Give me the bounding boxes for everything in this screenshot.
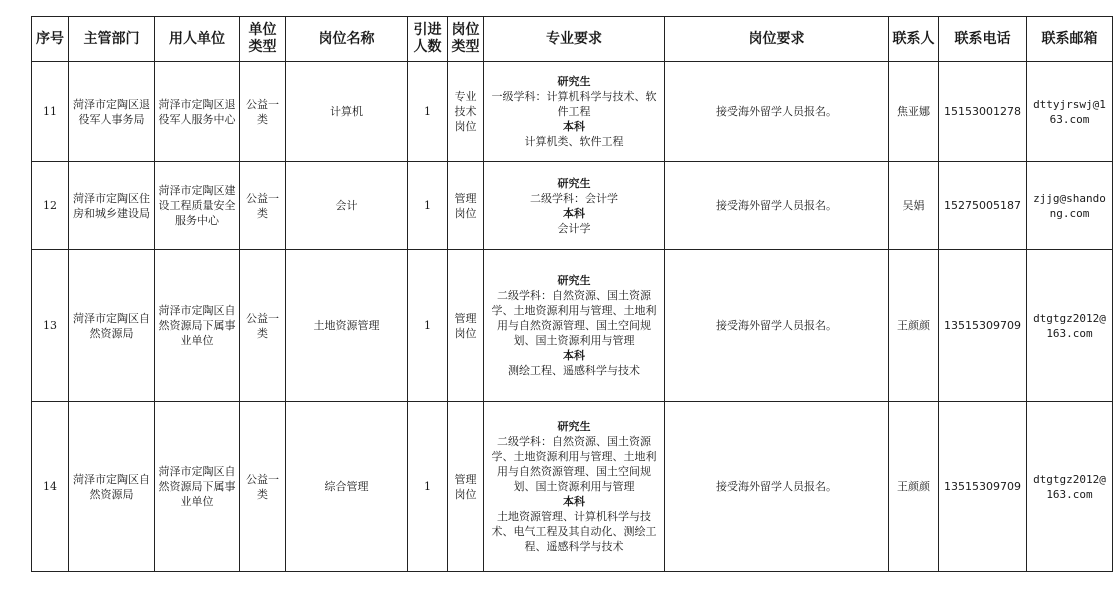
header-post-name: 岗位名称: [286, 17, 408, 62]
row-contact: 焦亚娜: [889, 62, 939, 162]
row-post-req: 接受海外留学人员报名。: [665, 62, 889, 162]
row-post-type: 专业技术岗位: [448, 62, 484, 162]
row-seq: 14: [32, 402, 69, 572]
row-email[interactable]: zjjg@shandong.com: [1027, 162, 1113, 250]
row-dept: 菏泽市定陶区退役军人事务局: [69, 62, 155, 162]
undergrad-majors: 会计学: [557, 221, 591, 235]
header-unit-type: 单位类型: [240, 17, 286, 62]
header-row: [32, 17, 1113, 62]
row-seq: 11: [32, 62, 69, 162]
graduate-majors: 一级学科：计算机科学与技术、软件工程: [491, 90, 657, 118]
undergrad-label: 本科: [563, 349, 585, 362]
row-dept: 菏泽市定陶区自然资源局: [69, 402, 155, 572]
row-unit: 菏泽市定陶区自然资源局下属事业单位: [155, 402, 240, 572]
graduate-majors: 二级学科：会计学: [530, 191, 618, 205]
row-unit-type: 公益一类: [240, 162, 286, 250]
row-email[interactable]: dtgtgz2012@163.com: [1027, 250, 1113, 402]
table-row: [32, 402, 1113, 572]
row-email[interactable]: dttyjrswj@163.com: [1027, 62, 1113, 162]
graduate-majors: 二级学科：自然资源、国土资源学、土地资源利用与管理、土地利用与自然资源管理、国土空间规划、国土资源利用与管理: [491, 435, 657, 493]
header-email: 联系邮箱: [1027, 17, 1113, 62]
header-contact: 联系人: [889, 17, 939, 62]
row-contact: 王颜颜: [889, 402, 939, 572]
table-row: [32, 250, 1113, 402]
graduate-label: 研究生: [557, 274, 591, 287]
row-phone: 15153001278: [939, 62, 1027, 162]
row-phone: 15275005187: [939, 162, 1027, 250]
row-count: 1: [408, 162, 448, 250]
row-contact: 吴娟: [889, 162, 939, 250]
header-major-req: 专业要求: [484, 17, 665, 62]
row-contact: 王颜颜: [889, 250, 939, 402]
row-unit-type: 公益一类: [240, 250, 286, 402]
undergrad-majors: 计算机类、软件工程: [524, 135, 624, 148]
header-seq: 序号: [32, 17, 69, 62]
row-post-name: 土地资源管理: [286, 250, 408, 402]
header-phone: 联系电话: [939, 17, 1027, 62]
row-post-req: 接受海外留学人员报名。: [665, 162, 889, 250]
header-post-req: 岗位要求: [665, 17, 889, 62]
row-unit-type: 公益一类: [240, 62, 286, 162]
row-count: 1: [408, 402, 448, 572]
row-dept: 菏泽市定陶区自然资源局: [69, 250, 155, 402]
graduate-majors: 二级学科：自然资源、国土资源学、土地资源利用与管理、土地利用与自然资源管理、国土空间规划、国土资源利用与管理: [491, 289, 657, 347]
row-post-req: 接受海外留学人员报名。: [665, 250, 889, 402]
row-count: 1: [408, 62, 448, 162]
row-post-name: 综合管理: [286, 402, 408, 572]
row-unit-type: 公益一类: [240, 402, 286, 572]
graduate-label: 研究生: [557, 420, 591, 433]
row-major-req: [484, 402, 665, 572]
header-post-type: 岗位类型: [448, 17, 484, 62]
undergrad-majors: 测绘工程、遥感科学与技术: [508, 364, 640, 377]
undergrad-label: 本科: [563, 495, 585, 508]
row-major-req: [484, 250, 665, 402]
row-phone: 13515309709: [939, 250, 1027, 402]
row-count: 1: [408, 250, 448, 402]
row-unit: 菏泽市定陶区退役军人服务中心: [155, 62, 240, 162]
undergrad-label: 本科: [563, 206, 585, 220]
row-unit: 菏泽市定陶区建设工程质量安全服务中心: [155, 162, 240, 250]
row-phone: 13515309709: [939, 402, 1027, 572]
header-unit: 用人单位: [155, 17, 240, 62]
row-major-req: [484, 162, 665, 250]
row-post-type: 管理岗位: [448, 250, 484, 402]
row-seq: 12: [32, 162, 69, 250]
row-post-type: 管理岗位: [448, 402, 484, 572]
header-count: 引进人数: [408, 17, 448, 62]
row-post-name: 会计: [286, 162, 408, 250]
table-row: [32, 162, 1113, 250]
row-post-req: 接受海外留学人员报名。: [665, 402, 889, 572]
table-row: [32, 62, 1113, 162]
row-email[interactable]: dtgtgz2012@163.com: [1027, 402, 1113, 572]
header-dept: 主管部门: [69, 17, 155, 62]
row-unit: 菏泽市定陶区自然资源局下属事业单位: [155, 250, 240, 402]
row-seq: 13: [32, 250, 69, 402]
graduate-label: 研究生: [557, 176, 591, 190]
row-major-req: [484, 62, 665, 162]
row-post-name: 计算机: [286, 62, 408, 162]
undergrad-label: 本科: [563, 120, 585, 133]
row-post-type: 管理岗位: [448, 162, 484, 250]
recruitment-table: [31, 16, 1113, 572]
undergrad-majors: 土地资源管理、计算机科学与技术、电气工程及其自动化、测绘工程、遥感科学与技术: [491, 510, 657, 553]
graduate-label: 研究生: [557, 75, 591, 88]
row-dept: 菏泽市定陶区住房和城乡建设局: [69, 162, 155, 250]
